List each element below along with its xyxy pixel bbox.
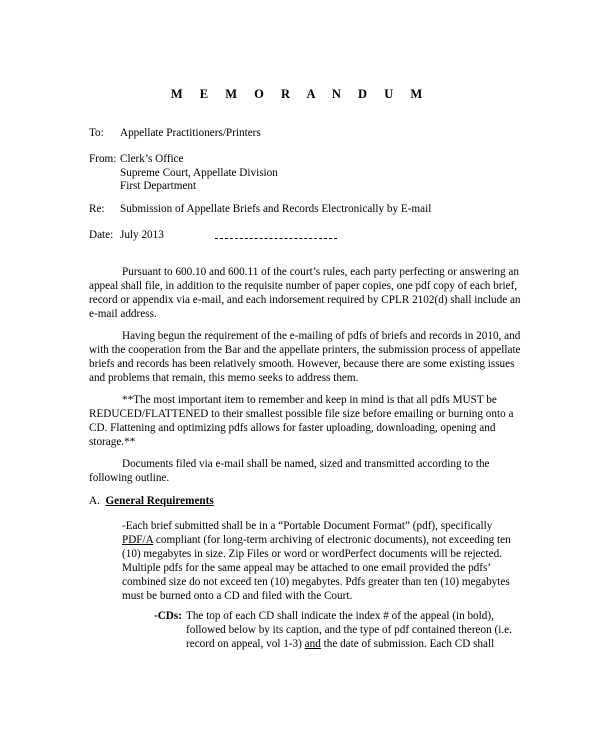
section-a-letter: A. [89, 495, 100, 507]
text-line: storage.** [89, 436, 136, 448]
re-label: Re: [89, 203, 105, 215]
from-line: First Department [120, 180, 197, 192]
to-label: To: [89, 127, 104, 139]
pdfa-link: PDF/A [122, 534, 154, 546]
text-line: The top of each CD shall indicate the index # of the appeal (in bold), [186, 610, 494, 622]
memo-title: M E M O R A N D U M [170, 87, 430, 101]
text-line: and problems that remain, this memo seeks to address them. [89, 372, 359, 384]
text-line-part: the date of submission. Each CD shall [323, 638, 495, 650]
text-line: record or appendix via e-mail, and each indorsement required by CPLR 2102(d) shall include an [89, 294, 521, 306]
text-line: following outline. [89, 472, 170, 484]
text-line: followed below by its caption, and the type of pdf contained thereon (i.e. [186, 624, 512, 636]
text-line: -Each brief submitted shall be in a “Portable Document Format” (pdf), specifically [122, 520, 493, 532]
text-line: REDUCED/FLATTENED to their smallest possible file size before emailing or burning onto a [89, 408, 514, 420]
text-line: **The most important item to remember and keep in mind is that all pdfs MUST be [122, 394, 497, 406]
from-line: Clerk’s Office [120, 153, 184, 165]
date-label: Date: [89, 229, 114, 241]
text-line: e-mail address. [89, 308, 157, 320]
section-a-heading [89, 495, 214, 509]
from-label: From: [89, 153, 117, 165]
text-line: (10) megabytes in size. Zip Files or word or wordPerfect documents will be rejected. [122, 548, 502, 560]
cds-label: -CDs: [154, 610, 182, 622]
from-line: Supreme Court, Appellate Division [120, 166, 278, 179]
text-line: with the cooperation from the Bar and the appellate printers, the submission process of appellate [89, 344, 521, 356]
text-line: must be burned onto a CD and filed with the Court. [122, 590, 353, 602]
text-line: briefs and records has been relatively smooth. However, because there are some existing issues [89, 358, 515, 370]
separator-rule [215, 238, 337, 239]
text-line: combined size do not exceed ten (10) megabytes. Pdfs greater than ten (10) megabytes [122, 576, 510, 588]
text-line: Multiple pdfs for the same appeal may be attached to one email provided the pdfs’ [122, 562, 492, 574]
and-underlined: and [304, 638, 321, 650]
text-line-rest: compliant (for long-term archiving of electronic documents), not exceeding ten [155, 534, 511, 546]
date-value: July 2013 [120, 229, 164, 241]
text-line [122, 534, 511, 548]
text-line: Documents filed via e-mail shall be named, sized and transmitted according to the [122, 458, 490, 470]
section-a-title: General Requirements [105, 495, 214, 507]
from-value [120, 153, 278, 194]
text-line: Having begun the requirement of the e-mailing of pdfs of briefs and records in 2010, and [122, 330, 521, 342]
re-value: Submission of Appellate Briefs and Records Electronically by E-mail [120, 203, 432, 215]
text-line: Pursuant to 600.10 and 600.11 of the court’s rules, each party perfecting or answering an [122, 266, 519, 278]
text-line: appeal shall file, in addition to the requisite number of paper copies, one pdf copy of each brief, [89, 280, 518, 292]
text-line-part: record on appeal, vol 1-3) [186, 638, 302, 650]
text-line [186, 638, 494, 652]
to-value: Appellate Practitioners/Printers [120, 127, 261, 139]
text-line: CD. Flattening and optimizing pdfs allows for faster uploading, downloading, opening and [89, 422, 496, 434]
